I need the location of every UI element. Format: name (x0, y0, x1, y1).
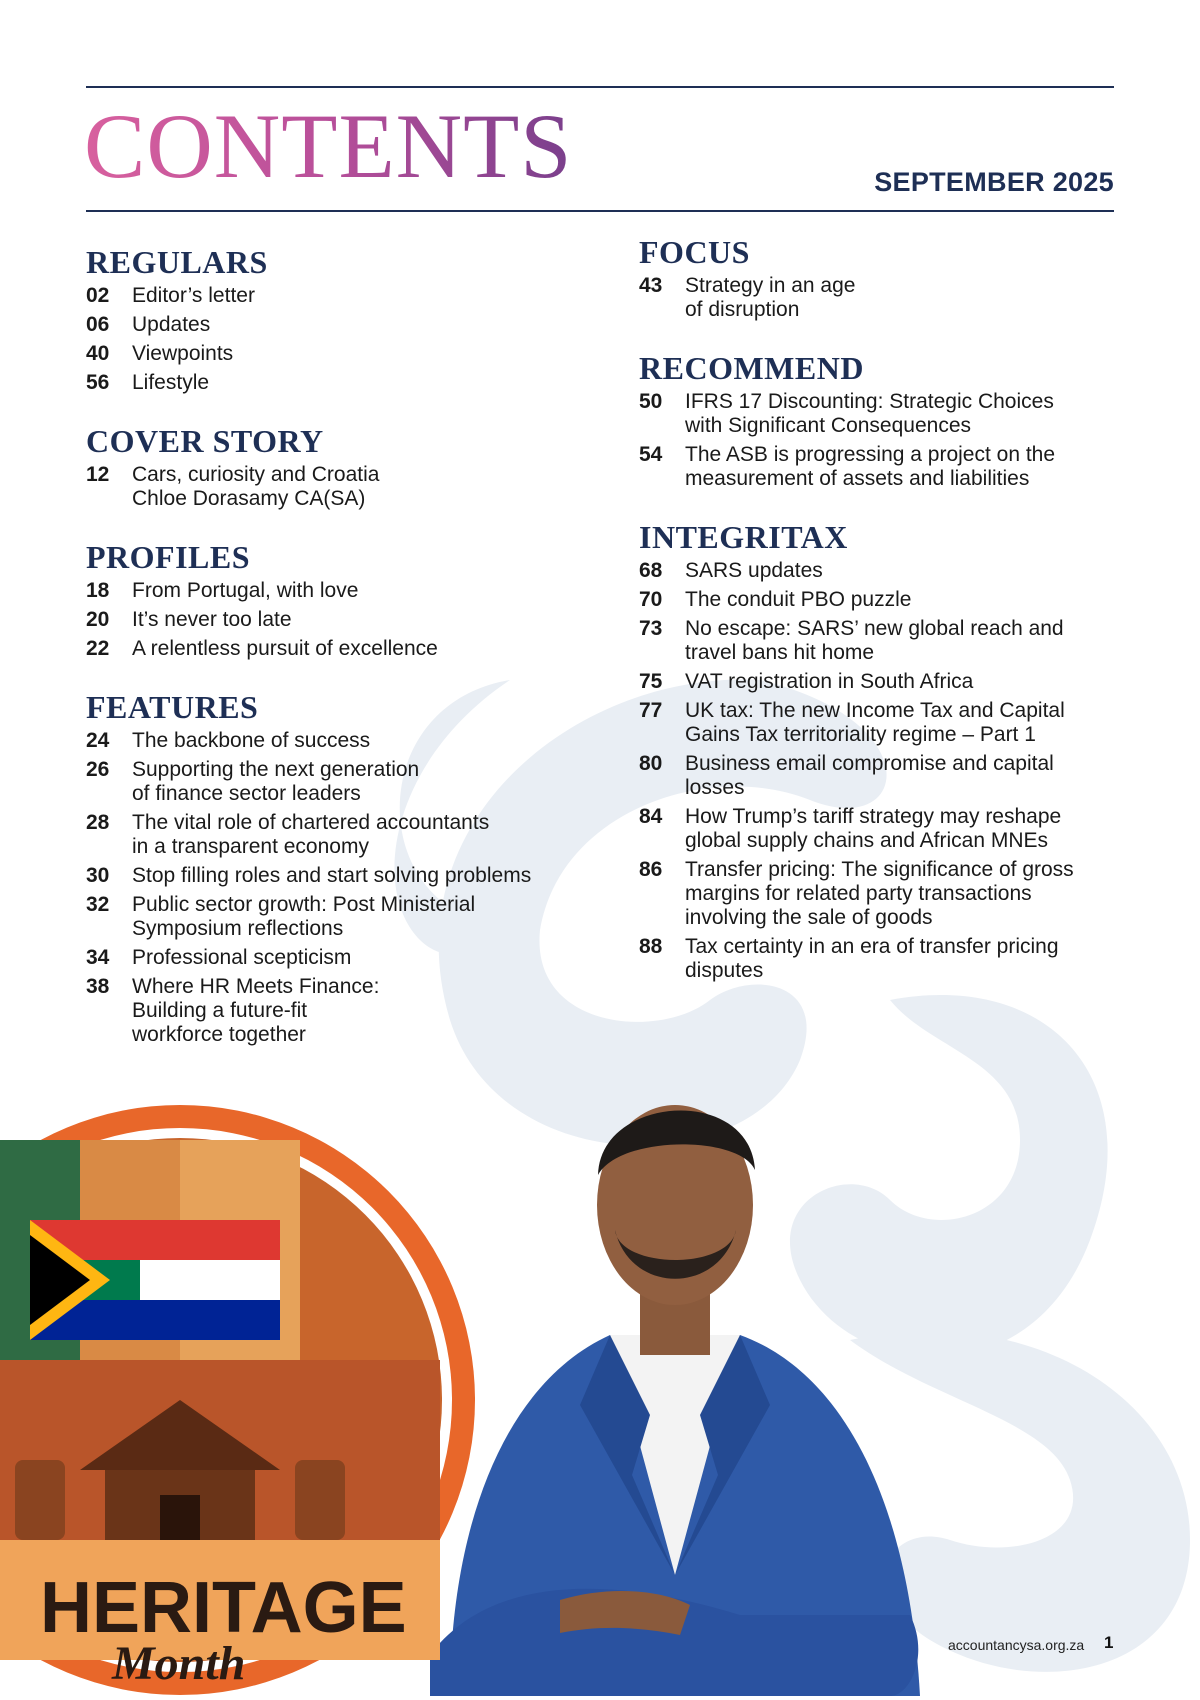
entry-title-line: UK tax: The new Income Tax and Capital (685, 699, 1065, 722)
entry-title-line: Business email compromise and capital (685, 752, 1054, 775)
entry-title (132, 729, 370, 753)
entry-title-line: disputes (685, 959, 764, 982)
section-heading: PROFILES (86, 539, 251, 575)
section-recommend (639, 352, 1119, 491)
page-ref: 38 (86, 975, 110, 998)
page-ref: 20 (86, 608, 110, 631)
entry-title-line: Updates (132, 313, 211, 336)
issue-date: SEPTEMBER 2025 (874, 167, 1114, 197)
page-ref: 56 (86, 371, 110, 394)
entry-title (132, 975, 379, 1047)
toc-entry[interactable] (86, 284, 596, 308)
entry-title-line: Chloe Dorasamy CA(SA) (132, 487, 366, 510)
page-ref: 32 (86, 893, 110, 916)
toc-entry[interactable] (86, 463, 596, 511)
entry-title-line: Lifestyle (132, 371, 210, 394)
page-ref: 24 (86, 729, 110, 752)
entry-title (685, 559, 823, 583)
entry-title-line: Professional scepticism (132, 946, 352, 969)
entry-title-line: How Trump’s tariff strategy may reshape (685, 805, 1062, 828)
page-ref: 12 (86, 463, 110, 486)
entry-title-line: A relentless pursuit of excellence (132, 637, 438, 660)
entry-title (685, 670, 973, 694)
toc-entry[interactable] (86, 342, 596, 366)
page-ref: 75 (639, 670, 663, 693)
cover-person-photo (410, 1055, 940, 1696)
page-ref: 22 (86, 637, 110, 660)
section-heading: COVER STORY (86, 423, 324, 459)
toc-entry[interactable] (86, 637, 596, 661)
entry-title-line: losses (685, 776, 745, 799)
entry-title (685, 935, 1059, 983)
entry-title-line: Building a future-fit (132, 999, 308, 1022)
entry-title-line: Gains Tax territoriality regime – Part 1 (685, 723, 1036, 746)
header-bottom-rule (86, 210, 1114, 212)
entry-title (132, 313, 210, 337)
entry-title-line: global supply chains and African MNEs (685, 829, 1049, 852)
toc-entry[interactable] (86, 811, 596, 859)
entry-title-line: Strategy in an age (685, 274, 856, 297)
toc-entry[interactable] (639, 752, 1119, 800)
entry-title (685, 699, 1065, 747)
page-ref: 84 (639, 805, 663, 828)
entry-title (132, 637, 438, 661)
page-ref: 70 (639, 588, 663, 611)
toc-entry[interactable] (86, 864, 596, 888)
entry-title (132, 579, 358, 603)
section-features (86, 691, 596, 1047)
entry-title (132, 284, 255, 308)
entry-title (685, 443, 1055, 491)
section-heading: RECOMMEND (639, 350, 864, 386)
page-ref: 40 (86, 342, 110, 365)
toc-entry[interactable] (86, 371, 596, 395)
page-ref: 50 (639, 390, 663, 413)
entry-title-line: Public sector growth: Post Ministerial (132, 893, 476, 916)
section-heading: FOCUS (639, 234, 750, 270)
entry-title-line: with Significant Consequences (685, 414, 972, 437)
left-column (86, 246, 596, 1077)
section-integritax (639, 521, 1119, 983)
toc-entry[interactable] (639, 858, 1119, 930)
entry-title (132, 608, 292, 632)
entry-title-line: VAT registration in South Africa (685, 670, 974, 693)
entry-title (132, 946, 351, 970)
page-ref: 86 (639, 858, 663, 881)
page-number: 1 (1104, 1633, 1114, 1652)
section-focus (639, 236, 1119, 322)
entry-title (132, 342, 233, 366)
entry-title-line: Transfer pricing: The significance of gross (685, 858, 1074, 881)
entry-title-line: travel bans hit home (685, 641, 875, 664)
section-regulars (86, 246, 596, 395)
entry-title-line: Viewpoints (132, 342, 234, 365)
page-ref: 43 (639, 274, 663, 297)
entry-title (132, 371, 209, 395)
toc-entry[interactable] (639, 274, 1119, 322)
page-ref: 77 (639, 699, 663, 722)
footer-url[interactable]: accountancysa.org.za (948, 1637, 1085, 1653)
toc-entry[interactable] (639, 670, 1119, 694)
toc-entry[interactable] (86, 975, 596, 1047)
entry-title-line: It’s never too late (132, 608, 292, 631)
page-ref: 54 (639, 443, 663, 466)
entry-title-line: Where HR Meets Finance: (132, 975, 380, 998)
entry-title-line: measurement of assets and liabilities (685, 467, 1030, 490)
entry-title (685, 390, 1054, 438)
entry-title-line: SARS updates (685, 559, 823, 582)
page-ref: 34 (86, 946, 110, 969)
entry-title-line: Stop filling roles and start solving problems (132, 864, 532, 887)
page-ref: 18 (86, 579, 110, 602)
page-ref: 73 (639, 617, 663, 640)
entry-title-line: margins for related party transactions (685, 882, 1032, 905)
heritage-badge-subtitle: Month (112, 1637, 246, 1690)
toc-entry[interactable] (639, 805, 1119, 853)
toc-entry[interactable] (86, 946, 596, 970)
toc-entry[interactable] (639, 559, 1119, 583)
entry-title-line: in a transparent economy (132, 835, 369, 858)
toc-entry[interactable] (639, 390, 1119, 438)
toc-entry[interactable] (86, 608, 596, 632)
entry-title-line: Symposium reflections (132, 917, 344, 940)
section-heading: INTEGRITAX (639, 519, 848, 555)
toc-entry[interactable] (86, 579, 596, 603)
entry-title-line: of disruption (685, 298, 800, 321)
toc-entry[interactable] (639, 588, 1119, 612)
entry-title (132, 893, 475, 941)
entry-title (132, 758, 419, 806)
toc-entry[interactable] (639, 617, 1119, 665)
heritage-badge-title: HERITAGE (40, 1568, 407, 1648)
entry-title-line: The ASB is progressing a project on the (685, 443, 1056, 466)
entry-title-line: Tax certainty in an era of transfer pricing (685, 935, 1059, 958)
page-ref: 02 (86, 284, 110, 307)
entry-title-line: No escape: SARS’ new global reach and (685, 617, 1064, 640)
entry-title-line: The backbone of success (132, 729, 371, 752)
page-ref: 88 (639, 935, 663, 958)
toc-entry[interactable] (86, 758, 596, 806)
entry-title (132, 463, 379, 511)
entry-title-line: of finance sector leaders (132, 782, 361, 805)
toc-entry[interactable] (86, 313, 596, 337)
entry-title (685, 274, 855, 322)
page-ref: 68 (639, 559, 663, 582)
toc-entry[interactable] (639, 699, 1119, 747)
right-column (639, 236, 1119, 1013)
entry-title-line: Supporting the next generation (132, 758, 420, 781)
entry-title-line: workforce together (132, 1023, 306, 1046)
entry-title (685, 805, 1061, 853)
entry-title-line: Editor’s letter (132, 284, 255, 307)
section-cover-story (86, 425, 596, 511)
toc-entry[interactable] (639, 935, 1119, 983)
section-heading: FEATURES (86, 689, 259, 725)
entry-title (685, 752, 1054, 800)
entry-title (685, 858, 1074, 930)
page-title: CONTENTS (84, 95, 573, 197)
page-ref: 28 (86, 811, 110, 834)
section-heading: REGULARS (86, 244, 268, 280)
page-ref: 26 (86, 758, 110, 781)
entry-title (132, 864, 531, 888)
entry-title-line: The vital role of chartered accountants (132, 811, 490, 834)
page-ref: 06 (86, 313, 110, 336)
toc-entry[interactable] (86, 729, 596, 753)
header-top-rule (86, 86, 1114, 88)
entry-title-line: Cars, curiosity and Croatia (132, 463, 380, 486)
toc-entry[interactable] (86, 893, 596, 941)
toc-entry[interactable] (639, 443, 1119, 491)
section-profiles (86, 541, 596, 661)
entry-title-line: involving the sale of goods (685, 906, 933, 929)
entry-title-line: From Portugal, with love (132, 579, 359, 602)
entry-title (685, 617, 1064, 665)
page-ref: 80 (639, 752, 663, 775)
entry-title (685, 588, 911, 612)
page-ref: 30 (86, 864, 110, 887)
entry-title-line: IFRS 17 Discounting: Strategic Choices (685, 390, 1054, 413)
entry-title-line: The conduit PBO puzzle (685, 588, 912, 611)
entry-title (132, 811, 489, 859)
